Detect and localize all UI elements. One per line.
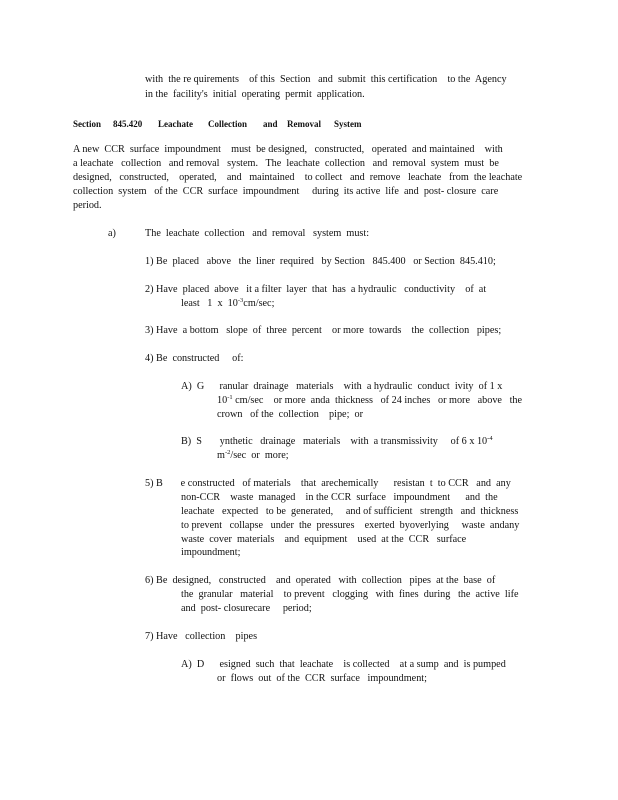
item-6-line-1: 6) Be designed, constructed and operated with collection pipes at the base of [145,575,496,586]
section-label: Section [73,119,101,129]
intro-line-2: in the facility's initial operating permit application. [145,89,365,100]
paragraph-line-2: a leachate collection and removal system. The leachate collection and removal system must be [73,158,499,169]
paragraph-line-5: period. [73,200,102,211]
section-number: 845.420 [113,119,143,129]
item-3: 3) Have a bottom slope of three percent or more towards the collection pipes; [145,325,502,336]
item-2-line-2: least 1 x $10^{-3}cm/\sec$; [181,297,275,309]
item-7: 7) Have collection pipes [145,631,258,642]
item-5-line-6: impoundment; [181,547,241,558]
item-6-line-2: the granular material to prevent clogging with fines during the active life [181,589,519,600]
heading-word: and [263,119,278,129]
item-6-line-3: and post- closurecare period; [181,603,312,614]
item-4a-line-1: A) G ranular drainage materials with a hydraulic conduct ivity of 1 x [181,381,503,392]
item-4a-line-2: $10^{-1}$ cm/sec or more anda thickness of 24 inches or more above the [217,394,523,406]
heading-word: Leachate [158,119,193,129]
heading-word: System [334,119,362,129]
item-7a-line-2: or flows out of the CCR surface impoundment; [217,673,427,684]
paragraph-line-3: designed, constructed, operated, and maintained to collect and remove leachate from the leachate [73,172,523,183]
item-5-line-1: 5) B e constructed of materials that arechemically resistan t to CCR and any [145,478,511,489]
exponent: -2 [224,449,231,456]
item-5-line-3: leachate expected to be generated, and of sufficient strength and thickness [181,506,519,517]
item-2-line-1: 2) Have placed above it a filter layer that has a hydraulic conductivity of at [145,284,487,295]
item-7a-line-1: A) D esigned such that leachate is collected at a sump and is pumped [181,659,506,670]
exponent: -1 [227,394,233,401]
intro-line-1: with the re quirements of this Section and submit this certification to the Agency [145,74,507,85]
item-4b-line-1: B) S ynthetic drainage materials with a transmissivity of 6 x $10^{-4}$ [181,435,493,447]
item-4b-line-2: $m^{-2}/\sec$ or more; [217,449,289,461]
exponent: -3 [237,297,244,304]
item-5-line-4: to prevent collapse under the pressures exerted byoverlying waste andany [181,520,520,531]
item-4a-line-3: crown of the collection pipe; or [217,409,363,420]
heading-word: Collection [208,119,247,129]
item-a-label: a) [108,228,116,239]
item-5-line-5: waste cover materials and equipment used at the CCR surface [181,534,467,545]
item-5-line-2: non-CCR waste managed in the CCR surface impoundment and the [181,492,498,503]
item-1: 1) Be placed above the liner required by Section 845.400 or Section 845.410; [145,256,496,267]
heading-word: Removal [287,119,321,129]
item-4: 4) Be constructed of: [145,353,244,364]
item-a-text: The leachate collection and removal system must: [145,228,370,239]
exponent: -4 [487,435,493,442]
paragraph-line-4: collection system of the CCR surface impoundment during its active life and post- closure care [73,186,499,197]
paragraph-line-1: A new CCR surface impoundment must be designed, constructed, operated and maintained with [73,144,503,155]
